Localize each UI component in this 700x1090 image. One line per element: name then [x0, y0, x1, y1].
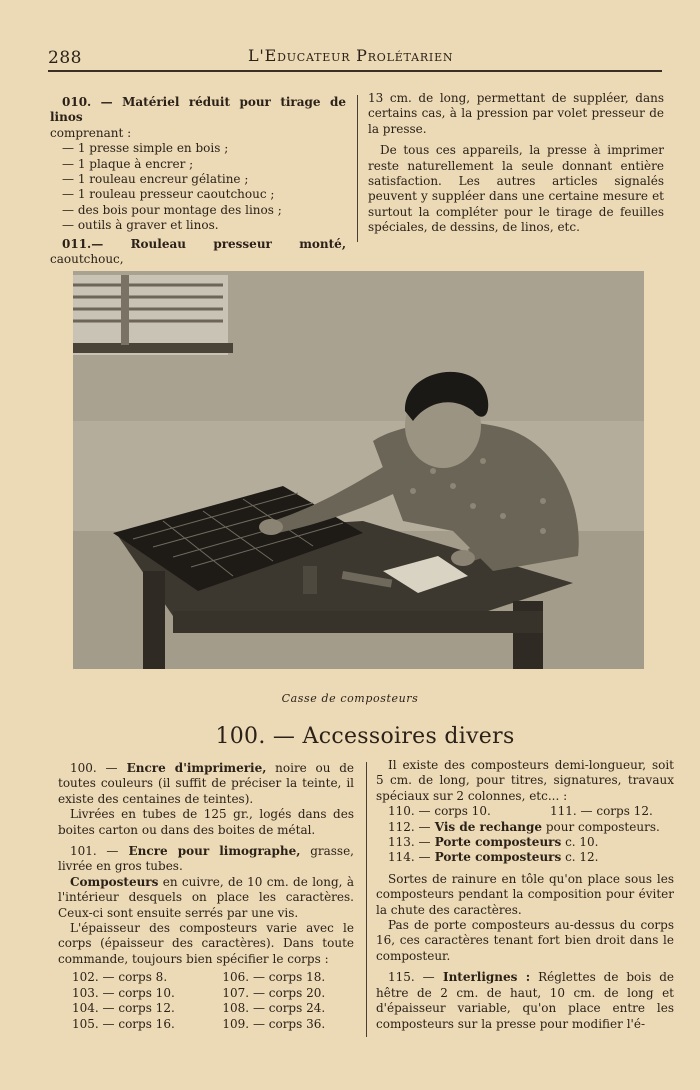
item-text: en cuivre, de 10 cm. de long, à l'intérieur desquels on place les caractères. Ceux-ci sont ensuite serrés par une vis.	[58, 874, 354, 920]
item-title: Encre d'imprimerie,	[117, 761, 267, 775]
item-010-intro: comprenant :	[50, 125, 132, 140]
list-item-112	[376, 820, 674, 835]
item-title: Composteurs	[70, 874, 159, 889]
bottom-right-column	[376, 758, 674, 1032]
item-number: 101. —	[70, 844, 119, 859]
paragraph: Livrées en tubes de 125 gr., logés dans des boites carton ou dans des boites de métal.	[58, 807, 354, 837]
list-item-114	[376, 850, 674, 865]
list-item: 105. — corps 16.	[72, 1016, 175, 1031]
item-title: Porte composteurs	[430, 850, 562, 865]
paragraph-composteurs	[58, 875, 354, 921]
list-item: 109. — corps 36.	[222, 1016, 326, 1031]
item-text: Réglettes de bois de hêtre de 2 cm. de haut, 10 cm. de long et d'épaisseur variable, qu'on place entre les composteurs sur la presse pour modifier l'é-	[376, 970, 674, 1031]
list-item: 111. — corps 12.	[550, 804, 653, 819]
photo-caption: Casse de composteurs	[281, 692, 419, 705]
list-item: 103. — corps 10.	[72, 985, 175, 1000]
list-item: 108. — corps 24.	[222, 1001, 326, 1016]
item-text: c. 12.	[561, 850, 599, 865]
list-item: — 1 plaque à encrer ;	[62, 156, 194, 171]
list-row	[72, 1017, 354, 1032]
list-item: — 1 rouleau encreur gélatine ;	[62, 172, 249, 187]
page-number: 288	[48, 48, 82, 68]
header-rule	[48, 70, 662, 72]
list-item: 106. — corps 18.	[222, 970, 326, 985]
section-title: 100. — Accessoires divers	[215, 724, 515, 749]
paragraph: 13 cm. de long, permettant de suppléer, dans certains cas, à la pression par volet presseur de la presse.	[368, 91, 664, 136]
list-row	[72, 986, 354, 1001]
column-divider	[357, 95, 358, 242]
running-head: L'Educateur Prolétarien	[248, 46, 454, 65]
list-item: — 1 rouleau presseur caoutchouc ;	[62, 187, 275, 202]
paragraph-101	[58, 844, 354, 875]
item-011	[50, 237, 346, 268]
photo-image	[73, 271, 644, 669]
list-row	[72, 1001, 354, 1016]
paragraph: De tous ces appareils, la presse à imprimer reste naturellement la seule donnant entière satisfaction. Les autres articles signalés peuvent y suppléer dans une certaine mesure et surtout la compléter pour le tirage de feuilles spéciales, de dessins, de linos, etc.	[368, 143, 664, 235]
item-text: grasse, livrée en gros tubes.	[58, 844, 355, 874]
list-item: 107. — corps 20.	[222, 985, 326, 1000]
list-item: — outils à graver et linos.	[62, 218, 219, 233]
item-title: Vis de rechange	[430, 819, 543, 834]
item-text: noire ou de toutes couleurs (il suffit de préciser la teinte, il existe des centaines de teintes).	[58, 761, 354, 806]
paragraph: L'épaisseur des composteurs varie avec le corps (épaisseur des caractères). Dans toute commande, toujours bien spécifier le corps :	[58, 921, 354, 966]
bottom-left-column	[58, 761, 354, 1032]
item-number: 100. —	[70, 761, 118, 775]
item-text: pour composteurs.	[542, 819, 660, 834]
item-number: 115. —	[388, 970, 435, 985]
list-item: 102. — corps 8.	[72, 970, 168, 985]
top-left-column	[50, 95, 346, 267]
paragraph-115	[376, 970, 674, 1032]
item-010-title: 010. — Matériel réduit pour tirage de linos	[50, 95, 346, 125]
item-011-text: caoutchouc,	[50, 252, 124, 267]
photo-casse-de-composteurs	[73, 271, 644, 669]
list-item: 110. — corps 10.	[388, 804, 491, 819]
top-right-column	[368, 91, 664, 236]
item-011-title: 011.— Rouleau presseur monté,	[62, 236, 346, 251]
item-number: 113. —	[388, 835, 431, 850]
item-title: Porte composteurs	[430, 835, 562, 850]
item-number: 114. —	[388, 850, 431, 865]
item-title: Interlignes :	[434, 970, 531, 985]
column-divider	[366, 762, 367, 1037]
paragraph: Il existe des composteurs demi-longueur, soit 5 cm. de long, pour titres, signatures, travaux spéciaux sur 2 colonnes, etc... :	[376, 758, 674, 803]
list-row	[376, 804, 674, 819]
paragraph: Pas de porte composteurs au-dessus du corps 16, ces caractères tenant fort bien droit dans le composteur.	[376, 918, 674, 963]
item-text: c. 10.	[561, 835, 599, 850]
item-title: Encre pour limographe,	[118, 844, 301, 859]
list-row	[72, 970, 354, 985]
list-item: — des bois pour montage des linos ;	[62, 202, 282, 217]
list-item: 104. — corps 12.	[72, 1001, 175, 1016]
item-number: 112. —	[388, 819, 431, 834]
paragraph-100	[58, 761, 354, 807]
list-item-113	[376, 835, 674, 850]
list-item: — 1 presse simple en bois ;	[62, 141, 229, 156]
corps-list	[58, 970, 354, 1032]
paragraph: Sortes de rainure en tôle qu'on place sous les composteurs pendant la composition pour éviter la chute des caractères.	[376, 871, 674, 917]
